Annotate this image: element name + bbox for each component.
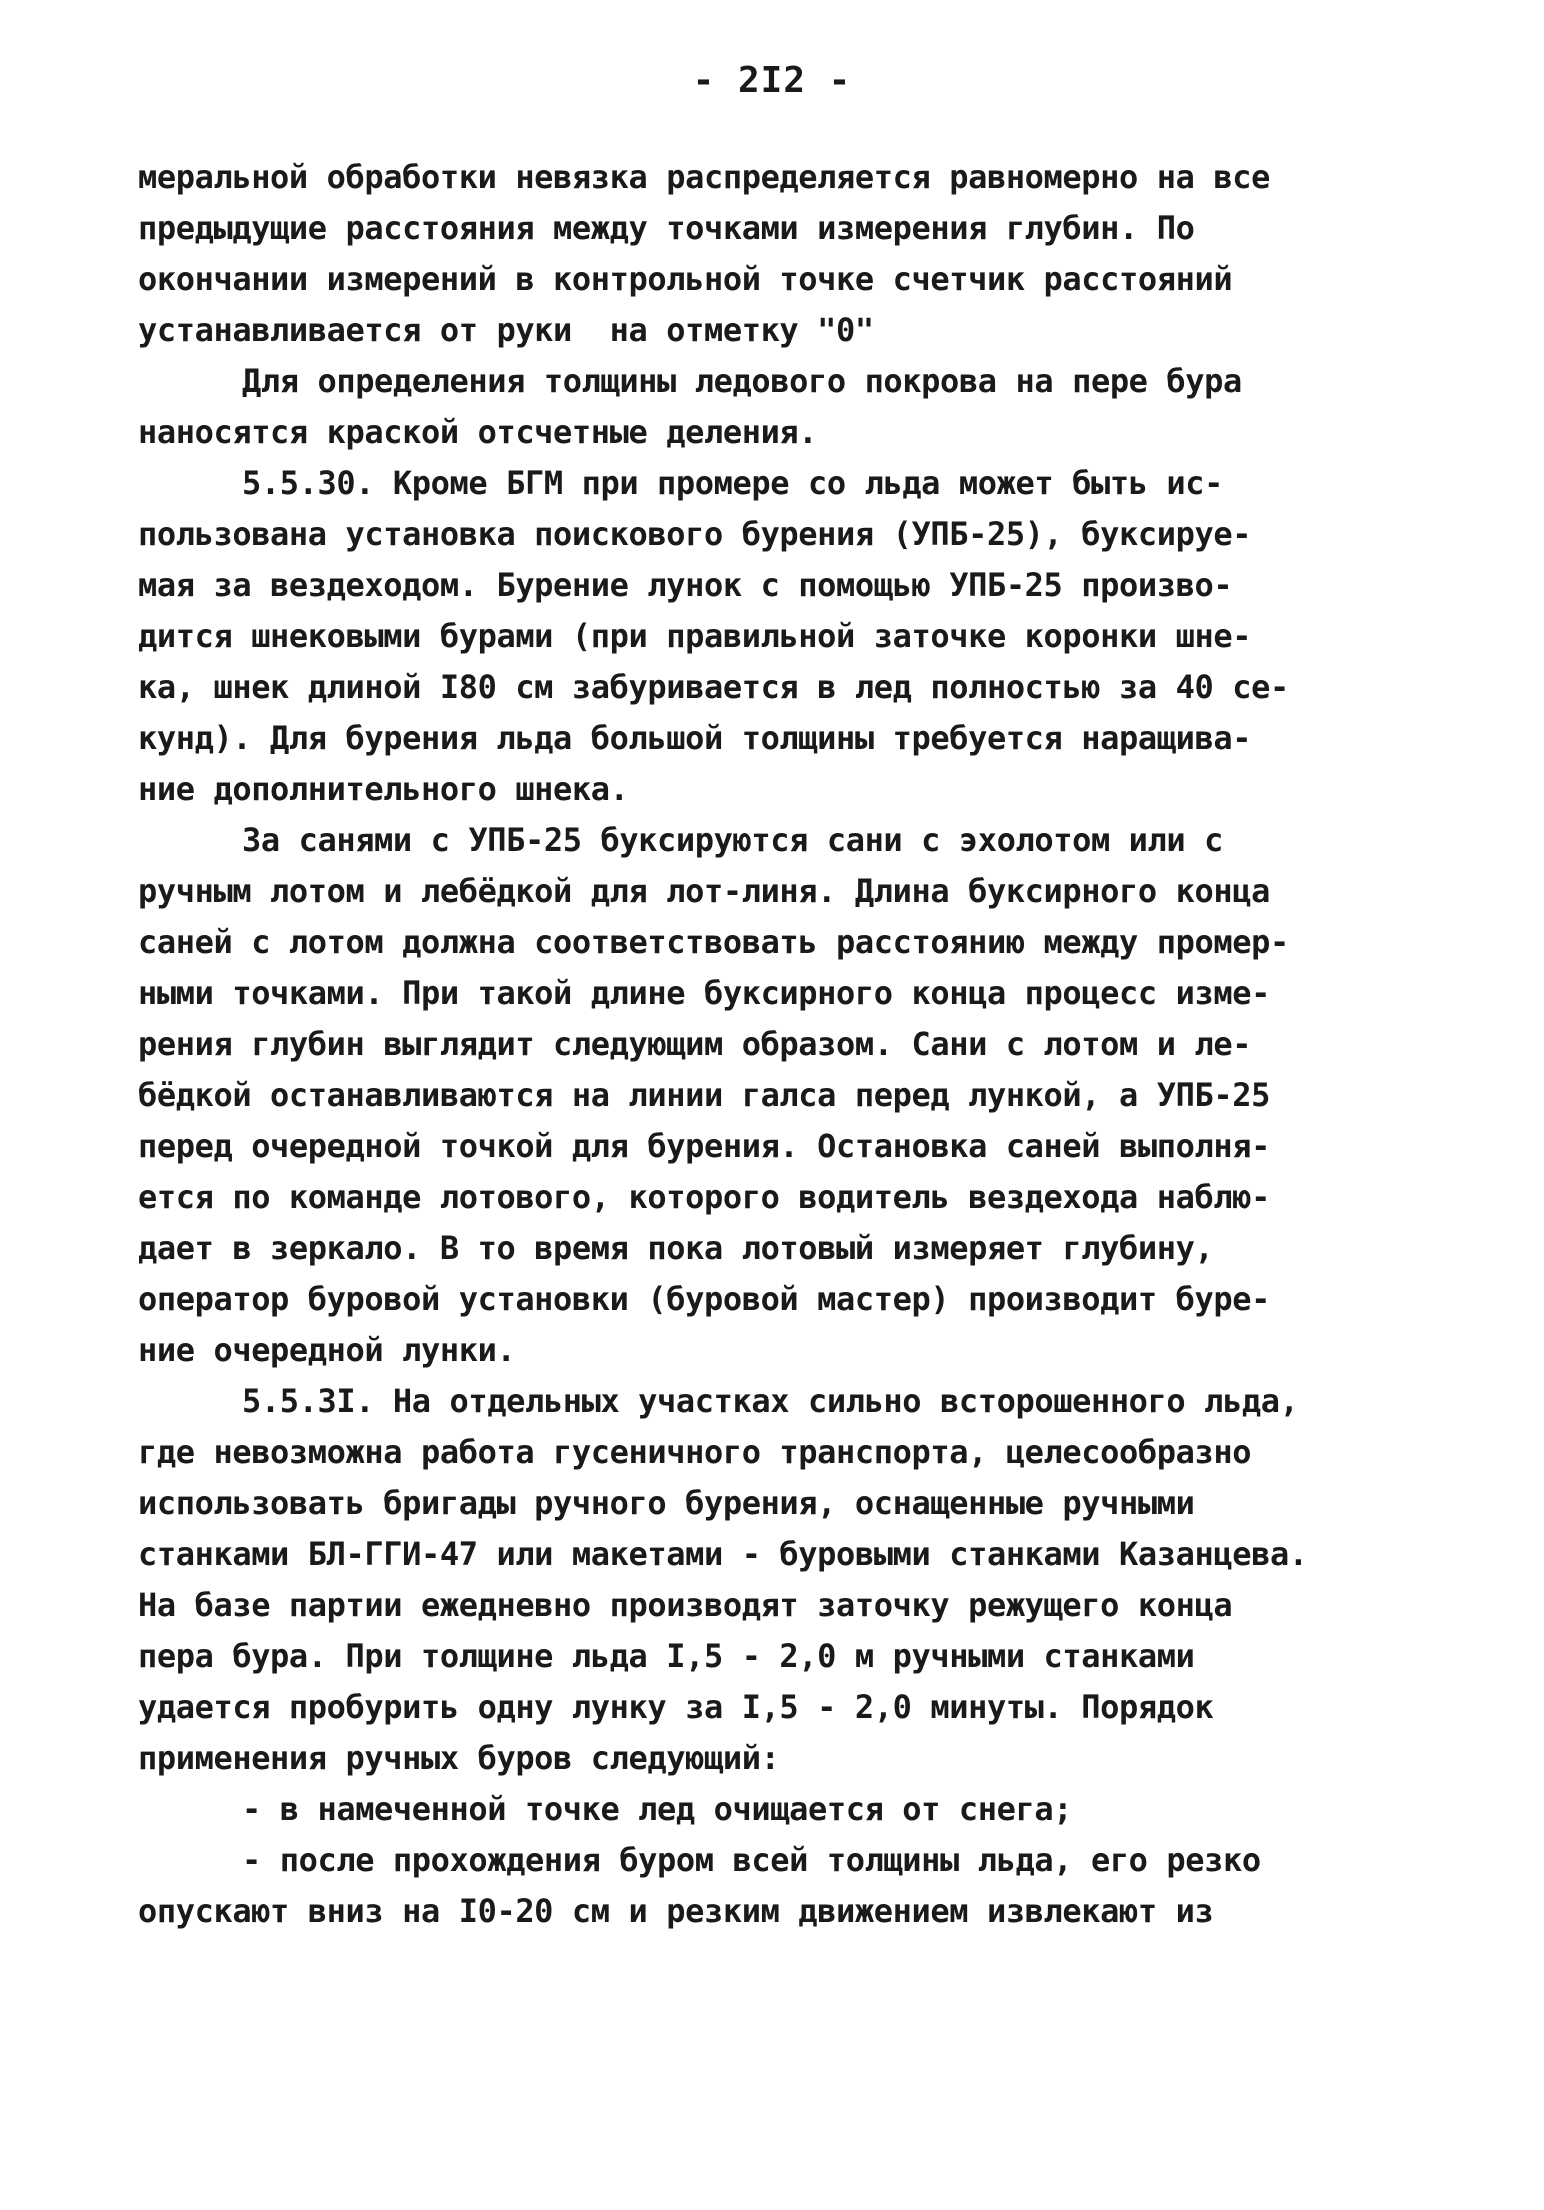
text-line: 5.5.3I. На отдельных участках сильно всторошенного льда, — [242, 1382, 1299, 1420]
text-line: За санями с УПБ-25 буксируются сани с эхолотом или с — [242, 821, 1224, 859]
text-line: предыдущие расстояния между точками измерения глубин. По — [138, 209, 1195, 247]
text-line: устанавливается от руки на отметку "0" — [138, 311, 874, 349]
text-line: Для определения толщины ледового покрова на пере бура — [242, 362, 1242, 400]
text-line: На базе партии ежедневно производят заточку режущего конца — [138, 1586, 1233, 1624]
text-line: дает в зеркало. В то время пока лотовый измеряет глубину, — [138, 1229, 1214, 1267]
text-line: дится шнековыми бурами (при правильной заточке коронки шне- — [138, 617, 1252, 655]
text-line: опускают вниз на I0-20 см и резким движением извлекают из — [138, 1892, 1214, 1930]
text-line: удается пробурить одну лунку за I,5 - 2,0 минуты. Порядок — [138, 1688, 1214, 1726]
text-line: наносятся краской отсчетные деления. — [138, 413, 818, 451]
text-line: ние дополнительного шнека. — [138, 770, 629, 808]
text-line: меральной обработки невязка распределяется равномерно на все — [138, 158, 1270, 196]
text-line: рения глубин выглядит следующим образом. Сани с лотом и ле- — [138, 1025, 1252, 1063]
text-line: пера бура. При толщине льда I,5 - 2,0 м ручными станками — [138, 1637, 1195, 1675]
text-line: ка, шнек длиной I80 см забуривается в лед полностью за 40 се- — [138, 668, 1289, 706]
text-line: пользована установка поискового бурения (УПБ-25), буксируе- — [138, 515, 1252, 553]
text-line: перед очередной точкой для бурения. Остановка саней выполня- — [138, 1127, 1270, 1165]
text-line: где невозможна работа гусеничного транспорта, целесообразно — [138, 1433, 1252, 1471]
text-line: саней с лотом должна соответствовать расстоянию между промер- — [138, 923, 1289, 961]
text-line: - в намеченной точке лед очищается от снега; — [242, 1790, 1073, 1828]
text-line: ние очередной лунки. — [138, 1331, 516, 1369]
text-line: мая за вездеходом. Бурение лунок с помощью УПБ-25 произво- — [138, 566, 1233, 604]
text-line: бёдкой останавливаются на линии галса перед лункой, а УПБ-25 — [138, 1076, 1270, 1114]
text-line: 5.5.30. Кроме БГМ при промере со льда может быть ис- — [242, 464, 1224, 502]
text-line: окончании измерений в контрольной точке счетчик расстояний — [138, 260, 1233, 298]
page-number: - 2I2 - — [692, 60, 852, 101]
text-line: кунд). Для бурения льда большой толщины требуется наращива- — [138, 719, 1252, 757]
text-line: ется по команде лотового, которого водитель вездехода наблю- — [138, 1178, 1270, 1216]
text-line: станками БЛ-ГГИ-47 или макетами - буровыми станками Казанцева. — [138, 1535, 1308, 1573]
text-line: использовать бригады ручного бурения, оснащенные ручными — [138, 1484, 1195, 1522]
body-text — [138, 152, 1438, 1937]
text-line: применения ручных буров следующий: — [138, 1739, 780, 1777]
text-line: ными точками. При такой длине буксирного конца процесс изме- — [138, 974, 1270, 1012]
text-line: - после прохождения буром всей толщины льда, его резко — [242, 1841, 1261, 1879]
text-line: ручным лотом и лебёдкой для лот-линя. Длина буксирного конца — [138, 872, 1270, 910]
text-line: оператор буровой установки (буровой мастер) производит буре- — [138, 1280, 1270, 1318]
